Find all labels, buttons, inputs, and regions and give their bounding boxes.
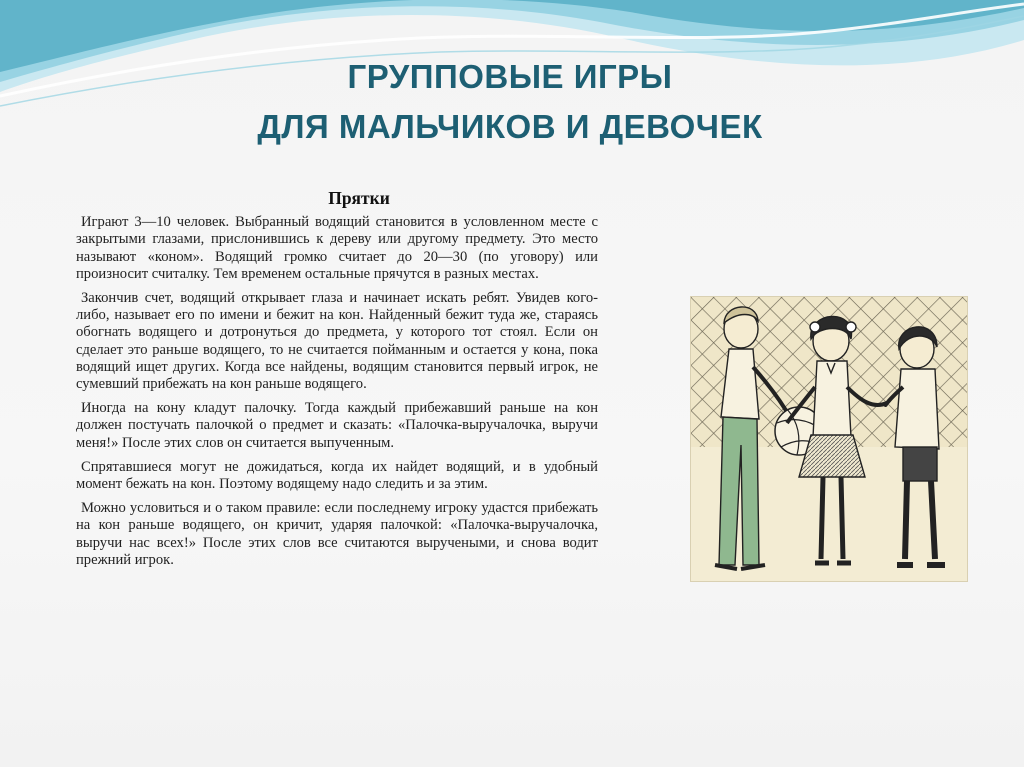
children-playing-ball-illustration: [690, 296, 968, 582]
rules-paragraph-5: Можно условиться и о таком правиле: если последнему игроку удастся прибежать на кон раньше водящего, он кричит, ударяя палочкой: «Палочка-выручалочка, выручи нас всех!» После этих слов все считаются выручеными, и снова водит прежний игрок.: [76, 500, 598, 568]
rules-paragraph-3: Иногда на кону кладут палочку. Тогда каждый прибежавший раньше на кон должен постучать палочкой о предмет и сказать: «Палочка-выручалочка, выручи меня!» После этих слов он считается выпученным.: [76, 400, 598, 451]
rules-paragraph-1: Играют 3—10 человек. Выбранный водящий становится в условленном месте с закрытыми глазами, прислонившись к дереву или другому предмету. Это место называют «коном». Водящий громко считает до 20—30 (по уговору) или произносит считалку. Тем временем остальные прячутся в разных местах.: [76, 214, 598, 282]
title-line-2: ДЛЯ МАЛЬЧИКОВ И ДЕВОЧЕК: [257, 108, 763, 145]
rules-text: [76, 190, 598, 576]
slide-title: [140, 52, 880, 152]
rules-paragraph-4: Спрятавшиеся могут не дожидаться, когда их найдет водящий, и в удобный момент бежать на кон. Поэтому водящему надо следить и за этим.: [76, 458, 598, 493]
section-heading: Прятки: [328, 188, 390, 208]
illustration-drawing: [691, 297, 967, 581]
rules-paragraph-2: Закончив счет, водящий открывает глаза и начинает искать ребят. Увидев кого-либо, называет его по имени и бежит на кон. Найденный бежит туда же, стараясь обогнать водящего и дотронуться до предмета, у которого тот стоял. Если он сделает это раньше водящего, то не считается пойманным и остается у кона, пока водящий ищет других. Когда все найдены, водящим становится первый игрок, не сумевший прибежать на кон раньше водящего.: [76, 290, 598, 393]
title-line-1: ГРУППОВЫЕ ИГРЫ: [347, 58, 673, 95]
